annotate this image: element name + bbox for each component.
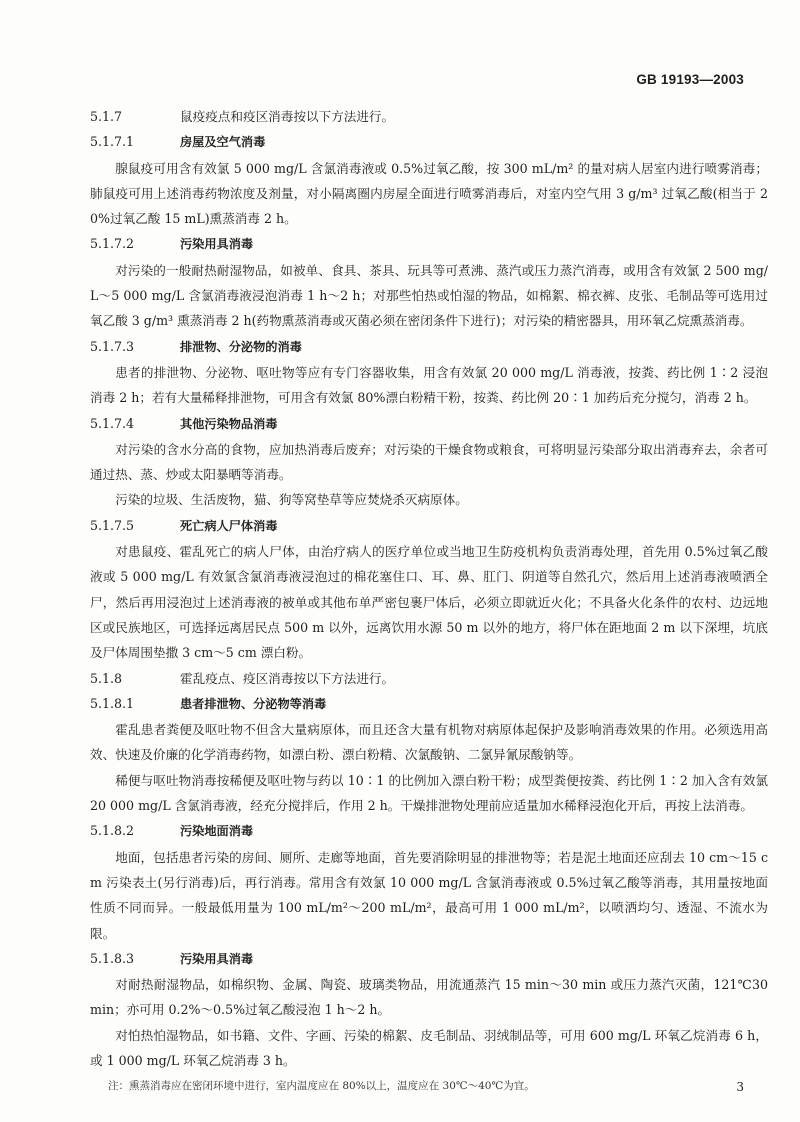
section-number: 5.1.7 bbox=[90, 109, 123, 124]
section-title: 死亡病人尸体消毒 bbox=[180, 518, 278, 533]
paragraph: 霍乱患者粪便及呕吐物不但含大量病原体，而且还含大量有机物对病原体起保护及影响消毒效果的作用。必须选用高效、快速及价廉的化学消毒药物，如漂白粉、漂白粉精、次氯酸钠、二氯异氰尿酸钠等。 bbox=[90, 722, 768, 763]
section-heading bbox=[90, 818, 768, 844]
section-number: 5.1.7.4 bbox=[90, 415, 135, 431]
section-number: 5.1.8.1 bbox=[90, 695, 135, 711]
page-number: 3 bbox=[736, 1080, 744, 1094]
paragraph: 地面，包括患者污染的房间、厕所、走廊等地面，首先要消除明显的排泄物等；若是泥土地面还应刮去 10 cm～15 cm 污染表土(另行消毒)后，再行消毒。常用含有效氯 10 000 mg/L 含氯消毒液或 0.5%过氧乙酸等消毒，其用量按地面性质不同而异。一般最低用量为 100 mL/m²～200 mL/m²，最高可用 1 000 mL/m²，以喷洒均匀、透湿、不流水为限。 bbox=[90, 849, 768, 941]
section-heading bbox=[90, 513, 768, 539]
paragraph: 对耐热耐湿物品，如棉织物、金属、陶瓷、玻璃类物品，用流通蒸汽 15 min～30 min 或压力蒸汽灭菌，121℃30 min；亦可用 0.2%～0.5%过氧乙酸浸泡 1 h～2 h。 bbox=[90, 977, 768, 1018]
section-title: 其他污染物品消毒 bbox=[180, 416, 278, 431]
section-heading bbox=[90, 129, 768, 155]
section-heading bbox=[90, 334, 768, 360]
section-heading bbox=[90, 666, 768, 691]
section-title: 患者排泄物、分泌物等消毒 bbox=[180, 696, 327, 711]
paragraph: 污染的垃圾、生活废物，猫、狗等窝垫草等应焚烧杀灭病原体。 bbox=[115, 492, 468, 508]
section-heading bbox=[90, 411, 768, 437]
section-title: 房屋及空气消毒 bbox=[180, 135, 266, 150]
section-title: 排泄物、分泌物的消毒 bbox=[180, 339, 302, 354]
section-title: 污染地面消毒 bbox=[180, 824, 254, 839]
section-heading bbox=[90, 946, 768, 972]
section-number: 5.1.8 bbox=[90, 670, 123, 686]
paragraph: 对污染的一般耐热耐湿物品，如被单、食具、茶具、玩具等可煮沸、蒸汽或压力蒸汽消毒，或用含有效氯 2 500 mg/L～5 000 mg/L 含氯消毒液浸泡消毒 1 h～2 h；对那些怕热或怕湿的物品，如棉絮、棉衣裤、皮张、毛制品等可选用过氧乙酸 3 g/m³ 熏蒸消毒 2 h(药物熏蒸消毒或灭菌必须在密闭条件下进行)；对污染的精密器具，用环氧乙烷熏蒸消毒。 bbox=[90, 262, 768, 329]
section-number: 5.1.7.3 bbox=[90, 338, 135, 354]
section-heading bbox=[90, 104, 768, 129]
document-body bbox=[90, 104, 768, 1097]
paragraph: 稀便与呕吐物消毒按稀便及呕吐物与药以 10∶1 的比例加入漂白粉干粉；成型粪便按粪、药比例 1∶2 加入含有效氯 20 000 mg/L 含氯消毒液，经充分搅拌后，作用 2 h。干燥排泄物处理前应适量加水稀释浸泡化开后，再按上法消毒。 bbox=[90, 772, 768, 814]
section-title: 污染用具消毒 bbox=[180, 951, 254, 966]
paragraph: 腺鼠疫可用含有效氯 5 000 mg/L 含氯消毒液或 0.5%过氧乙酸，按 300 mL/m² 的量对病人居室内进行喷雾消毒；肺鼠疫可用上述消毒药物浓度及剂量，对小隔离圈内房屋全面进行喷雾消毒后，对室内空气用 3 g/m³ 过氧乙酸(相当于 20%过氧乙酸 15 mL)熏蒸消毒 2 h。 bbox=[90, 160, 768, 227]
paragraph: 患者的排泄物、分泌物、呕吐物等应有专门容器收集，用含有效氯 20 000 mg/L 消毒液，按粪、药比例 1∶2 浸泡消毒 2 h；若有大量稀释排泄物，可用含有效氯 80%漂白粉精干粉，按粪、药比例 20∶1 加药后充分搅匀，消毒 2 h。 bbox=[90, 364, 768, 406]
section-number: 5.1.8.3 bbox=[90, 950, 135, 966]
paragraph: 对患鼠疫、霍乱死亡的病人尸体，由治疗病人的医疗单位或当地卫生防疫机构负责消毒处理，首先用 0.5%过氧乙酸液或 5 000 mg/L 有效氯含氯消毒液浸泡过的棉花塞住口、耳、鼻、肛门、阴道等自然孔穴，然后用上述消毒液喷洒全尸，然后再用浸泡过上述消毒液的被单或其他布单严密包裹尸体后，必须立即就近火化；不具备火化条件的农村、边远地区或民族地区，可选择远离居民点 500 m 以外，远离饮用水源 50 m 以外的地方，将尸体在距地面 2 m 以下深埋，坑底及尸体周围垫撒 3 cm～5 cm 漂白粉。 bbox=[90, 544, 768, 661]
section-number: 5.1.7.5 bbox=[90, 517, 135, 533]
standard-number: GB 19193—2003 bbox=[636, 72, 744, 87]
section-title: 霍乱疫点、疫区消毒按以下方法进行。 bbox=[180, 670, 395, 686]
section-number: 5.1.7.1 bbox=[90, 134, 135, 150]
section-number: 5.1.8.2 bbox=[90, 823, 135, 839]
section-title: 鼠疫疫点和疫区消毒按以下方法进行。 bbox=[180, 109, 395, 124]
paragraph: 对污染的含水分高的食物，应加热消毒后废弃；对污染的干燥食物或粮食，可将明显污染部分取出消毒弃去，余者可通过热、蒸、炒或太阳暴晒等消毒。 bbox=[90, 441, 768, 483]
footnote: 注：熏蒸消毒应在密闭环境中进行，室内温度应在 80%以上，温度应在 30℃～40℃为宜。 bbox=[108, 1080, 535, 1093]
section-heading bbox=[90, 691, 768, 717]
section-title: 污染用具消毒 bbox=[180, 237, 254, 252]
section-heading bbox=[90, 231, 768, 257]
paragraph: 对怕热怕湿物品，如书籍、文件、字画、污染的棉絮、皮毛制品、羽绒制品等，可用 600 mg/L 环氧乙烷消毒 6 h，或 1 000 mg/L 环氧乙烷消毒 3 h。 bbox=[90, 1027, 768, 1068]
section-number: 5.1.7.2 bbox=[90, 236, 135, 252]
